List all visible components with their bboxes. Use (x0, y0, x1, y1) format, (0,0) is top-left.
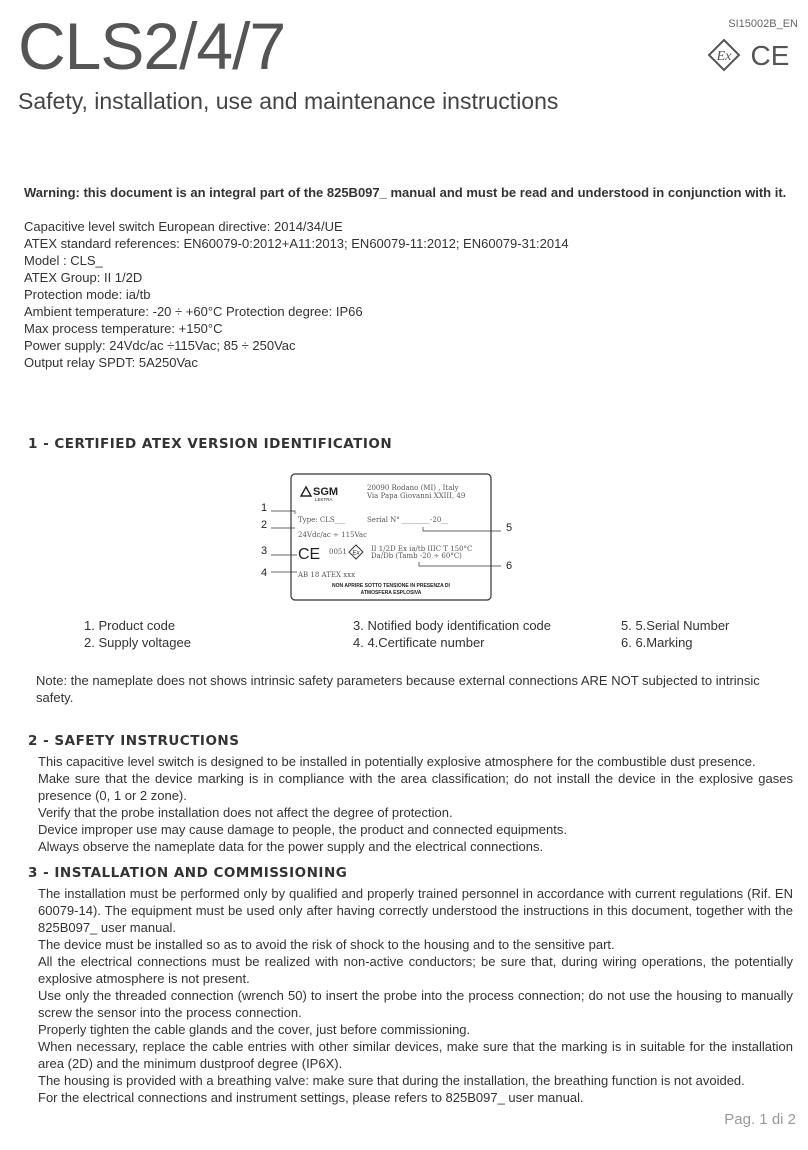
paragraph: The device must be installed so as to avoid the risk of shock to the housing and to the sensitive part. (38, 937, 615, 952)
plate-serial: Serial N° ________-20__ (367, 516, 449, 524)
section-1-heading: 1 - CERTIFIED ATEX VERSION IDENTIFICATION (28, 436, 393, 452)
paragraph: Use only the threaded connection (wrench 50) to insert the probe into the process connection; do not use the housing to manually screw the sensor into the process connection. (38, 988, 793, 1020)
plate-marking-2: Da/Db (Tamb -20 ÷ 60°C) (371, 552, 462, 560)
paragraph: The housing is provided with a breathing valve: make sure that during the installation, the breathing function is not avoided. (38, 1073, 745, 1088)
page-number: Pag. 1 di 2 (724, 1111, 796, 1128)
paragraph: Properly tighten the cable glands and the cover, just before commissioning. (38, 1022, 471, 1037)
plate-voltage: 24Vdc/ac ÷ 115Vac (298, 531, 367, 539)
document-code: SI15002B_EN (728, 18, 798, 30)
brand-sub: LEKTRA (315, 497, 333, 502)
legend-column-2 (353, 617, 551, 651)
spec-line: ATEX Group: II 1/2D (24, 270, 143, 285)
callout-2: 2 (261, 519, 268, 531)
section-3-heading: 3 - INSTALLATION AND COMMISSIONING (28, 865, 348, 881)
legend-item: 3. Notified body identification code (353, 618, 552, 633)
spec-line: Max process temperature: +150°C (24, 321, 223, 336)
paragraph: For the electrical connections and instrument settings, please refers to 825B097_ user manual. (38, 1090, 584, 1105)
certification-marks (706, 38, 796, 72)
callout-1: 1 (261, 502, 268, 514)
legend-column-3 (621, 617, 729, 651)
paragraph: Make sure that the device marking is in compliance with the area classification; do not install the device in the explosive gases presence (0, 1 or 2 zone). (38, 771, 793, 803)
legend-item: 4. 4.Certificate number (353, 635, 485, 650)
legend-item: 2. Supply voltagee (84, 635, 191, 650)
legend-item: 6. 6.Marking (621, 635, 693, 650)
legend-item: 1. Product code (84, 618, 176, 633)
page-title: CLS2/4/7 (18, 9, 286, 83)
paragraph: The installation must be performed only by qualified and properly trained personnel in accordance with current regulations (Rif. EN 60079-14). The equipment must be used only after having correctly understood the instructions in this document, together with the 825B097_ user manual. (38, 886, 793, 935)
legend-column-1 (84, 617, 191, 651)
spec-line: ATEX standard references: EN60079-0:2012+A11:2013; EN60079-11:2012; EN60079-31:2014 (24, 236, 569, 251)
spec-line: Protection mode: ia/tb (24, 287, 151, 302)
callout-6: 6 (506, 560, 513, 572)
page-subtitle: Safety, installation, use and maintenance instructions (18, 88, 559, 114)
warning-text: Warning: this document is an integral part of the 825B097_ manual and must be read and understood in conjunction with it. (24, 185, 787, 200)
spec-line: Model : CLS_ (24, 253, 103, 268)
spec-line: Capacitive level switch European directive: 2014/34/UE (24, 219, 343, 234)
plate-marking-1: II 1/2D Ex ia/tb IIIC T 150°C (371, 545, 473, 553)
section-3-body (38, 885, 793, 1106)
plate-ce-label: CE (298, 546, 321, 563)
callout-4: 4 (261, 567, 268, 579)
ce-label: CE (750, 40, 790, 71)
paragraph: When necessary, replace the cable entries with other similar devices, make sure that the marking is in suitable for the installation area (2D) and the minimum dustproof degree (IP6X). (38, 1039, 793, 1071)
brand-name: SGM (313, 486, 339, 498)
plate-notified-body: 0051 (329, 548, 347, 556)
plate-warning-1: NON APRIRE SOTTO TENSIONE IN PRESENZA DI (332, 583, 450, 589)
spec-line: Ambient temperature: -20 ÷ +60°C Protection degree: IP66 (24, 304, 363, 319)
plate-certificate: AB 18 ATEX xxx (298, 571, 356, 579)
nameplate-diagram (255, 470, 525, 610)
ex-icon (709, 40, 739, 70)
ce-icon (751, 40, 790, 71)
plate-ex-label: Ex (352, 550, 360, 557)
legend-item: 5. 5.Serial Number (621, 618, 730, 633)
spec-line: Power supply: 24Vdc/ac ÷115Vac; 85 ÷ 250Vac (24, 338, 296, 353)
nameplate-note: Note: the nameplate does not shows intrinsic safety parameters because external connections ARE NOT subjected to intrinsic safety. (36, 673, 760, 705)
paragraph: All the electrical connections must be realized with non-active conductors; be sure that, during wiring operations, the potentially explosive atmosphere is not present. (38, 954, 793, 986)
spec-line: Output relay SPDT: 5A250Vac (24, 355, 198, 370)
paragraph: Always observe the nameplate data for the power supply and the electrical connections. (38, 839, 544, 854)
section-2-heading: 2 - SAFETY INSTRUCTIONS (28, 733, 240, 749)
paragraph: Device improper use may cause damage to people, the product and connected equipments. (38, 822, 567, 837)
callout-3: 3 (261, 545, 268, 557)
specs-list (24, 218, 569, 371)
callout-5: 5 (506, 522, 513, 534)
paragraph: This capacitive level switch is designed to be installed in potentially explosive atmosphere for the combustible dust presence. (38, 754, 756, 769)
paragraph: Verify that the probe installation does not affect the degree of protection. (38, 805, 453, 820)
plate-warning-2: ATMOSFERA ESPLOSIVA (360, 590, 422, 596)
plate-address-1: 20090 Rodano (MI) , Italy (367, 484, 459, 492)
section-2-body (38, 753, 793, 855)
plate-address-2: Via Papa Giovanni XXIII, 49 (367, 492, 466, 500)
plate-ce-icon (298, 546, 320, 563)
ex-label: Ex (716, 49, 732, 64)
plate-type: Type: CLS___ (298, 516, 346, 524)
